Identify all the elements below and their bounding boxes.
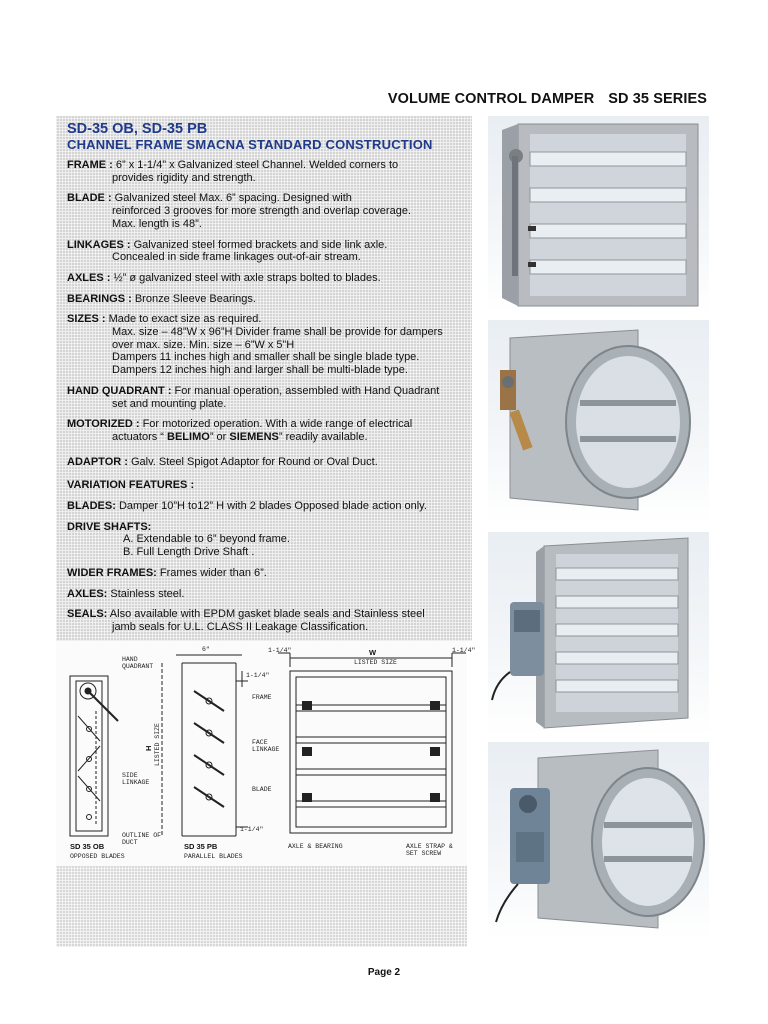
product-photo-motorized-round-adaptor-damper (488, 742, 709, 939)
spec-subtitle: CHANNEL FRAME SMACNA STANDARD CONSTRUCTION (67, 137, 433, 152)
spec-hand-quadrant (67, 385, 464, 410)
dim-1-1-4-a: 1-1/4" (246, 672, 270, 679)
label-face: FACE (252, 739, 268, 746)
spec-text: Stainless steel. (107, 587, 185, 600)
spec-axles (67, 272, 464, 285)
spec-text: actuators “ (112, 430, 168, 443)
spec-text: set and mounting plate. (112, 397, 227, 410)
header-title: VOLUME CONTROL DAMPER (387, 91, 595, 107)
spec-label: MOTORIZED : (67, 418, 140, 431)
label-hand: HAND (122, 656, 138, 663)
spec-text: Dampers 12 inches high and larger shall be multi-blade type. (112, 364, 408, 377)
dim-1-1-4-d: 1-1/4" (452, 647, 476, 654)
label-listed-size-vertical: LISTED SIZE (154, 723, 161, 766)
label-opposed-blades: OPPOSED BLADES (70, 853, 125, 860)
spec-text: Bronze Sleeve Bearings. (131, 292, 256, 305)
spec-text: Damper 10”H to12” H with 2 blades Opposed blade action only. (115, 500, 427, 513)
label-axle-strap: AXLE STRAP & (406, 843, 453, 850)
spec-text: B. Full Length Drive Shaft . (123, 546, 255, 559)
label-listed-size-horizontal: LISTED SIZE (354, 659, 397, 666)
spec-label: LINKAGES : (67, 238, 131, 251)
label-axle-bearing: AXLE & BEARING (288, 843, 343, 850)
damper-illustration (488, 532, 709, 735)
spec-label: HAND QUADRANT : (67, 384, 172, 397)
label-duct: DUCT (122, 839, 138, 846)
page-header (0, 91, 707, 107)
label-outline-of: OUTLINE OF (122, 832, 162, 839)
spec-text: Made to exact size as required. (105, 313, 262, 326)
damper-illustration (488, 742, 709, 939)
spec-text: Concealed in side frame linkages out-of-air stream. (112, 251, 361, 264)
spec-label: AXLES: (67, 587, 108, 600)
spec-text: over max. size. Min. size – 6”W x 5”H (112, 338, 295, 351)
spec-label: SIZES : (67, 313, 106, 326)
spec-label: WIDER FRAMES: (67, 566, 157, 579)
spec-label: DRIVE SHAFTS: (67, 520, 152, 533)
technical-drawing (56, 641, 476, 866)
spec-blade (67, 192, 464, 230)
spec-bearings (67, 293, 464, 306)
spec-seals (67, 608, 464, 633)
label-parallel-blades: PARALLEL BLADES (184, 853, 243, 860)
drawing-panel (56, 641, 476, 947)
spec-motorized (67, 418, 464, 443)
product-photo-motorized-multi-blade-damper (488, 532, 709, 735)
label-blade: BLADE (252, 786, 272, 793)
spec-title: SD-35 OB, SD-35 PB (67, 121, 208, 137)
spec-text: For manual operation, assembled with Hand Quadrant (171, 384, 440, 397)
spec-sizes (67, 313, 464, 377)
page-number: Page 2 (367, 967, 401, 978)
spec-label: BEARINGS : (67, 292, 132, 305)
label-linkage: LINKAGE (252, 746, 280, 753)
spec-text: Galvanized steel Max. 6” spacing. Designed with (111, 192, 352, 205)
spec-label: BLADES: (67, 500, 116, 513)
label-frame: FRAME (252, 694, 272, 701)
label-quadrant: QUADRANT (122, 663, 154, 670)
spec-text: Galv. Steel Spigot Adaptor for Round or Oval Duct. (127, 455, 378, 468)
spec-text: jamb seals for U.L. CLASS II Leakage Classification. (112, 620, 369, 633)
spec-text: Frames wider than 6”. (156, 566, 267, 579)
spec-text: A. Extendable to 6” beyond frame. (123, 533, 290, 546)
spec-label: ADAPTOR : (67, 455, 128, 468)
label-sd35-pb: SD 35 PB (184, 842, 218, 851)
label-h: H (144, 745, 153, 751)
label-set-screw: SET SCREW (406, 850, 442, 857)
spec-text: Max. size – 48”W x 96”H Divider frame shall be provide for dampers (112, 326, 443, 339)
label-side: SIDE (122, 772, 138, 779)
spec-label: BLADE : (67, 192, 112, 205)
header-series: SD 35 SERIES (608, 91, 707, 107)
spec-text: provides rigidity and strength. (112, 171, 256, 184)
spec-text: reinforced 3 grooves for more strength and overlap coverage. (112, 205, 411, 218)
spec-text: ” readily available. (278, 430, 368, 443)
spec-text: Also available with EPDM gasket blade seals and Stainless steel (107, 608, 425, 621)
spec-variation (67, 479, 464, 492)
spec-text: Galvanized steel formed brackets and side link axle. (130, 238, 388, 251)
damper-drawing-svg (56, 641, 476, 866)
label-side-linkage: LINKAGE (122, 779, 150, 786)
spec-text: Max. length is 48”. (112, 217, 202, 230)
spec-label: VARIATION FEATURES : (67, 479, 195, 492)
dim-6: 6" (202, 646, 210, 653)
spec-blades (67, 500, 464, 513)
dim-1-1-4-b: 1-1/4" (240, 826, 264, 833)
spec-wider-frames (67, 567, 464, 580)
spec-text-line (67, 431, 464, 444)
spec-text: ½” ø galvanized steel with axle straps bolted to blades. (110, 271, 381, 284)
spec-adaptor (67, 456, 464, 469)
spec-label: SEALS: (67, 608, 108, 621)
spec-drive-shafts (67, 521, 464, 559)
brand-belimo: BELIMO (167, 430, 210, 443)
spec-text: ” or (209, 430, 230, 443)
damper-illustration (488, 116, 709, 313)
spec-linkages (67, 239, 464, 264)
spec-label: AXLES : (67, 271, 111, 284)
brand-siemens: SIEMENS (229, 430, 279, 443)
spec-text: Dampers 11 inches high and smaller shall be single blade type. (112, 351, 420, 364)
spec-axles-stainless (67, 588, 464, 601)
spec-text: 6” x 1-1/4” x Galvanized steel Channel. Welded corners to (112, 159, 399, 171)
spec-text: For motorized operation. With a wide range of electrical (139, 418, 413, 431)
spec-label: FRAME : (67, 159, 113, 171)
damper-illustration (488, 320, 709, 523)
specification-panel (56, 116, 472, 641)
label-w: W (369, 648, 377, 657)
product-photo-round-adaptor-damper (488, 320, 709, 523)
dim-1-1-4-c: 1-1/4" (268, 647, 292, 654)
label-sd35-ob: SD 35 OB (70, 842, 105, 851)
spec-frame (67, 159, 464, 184)
product-photo-multi-blade-damper (488, 116, 709, 313)
